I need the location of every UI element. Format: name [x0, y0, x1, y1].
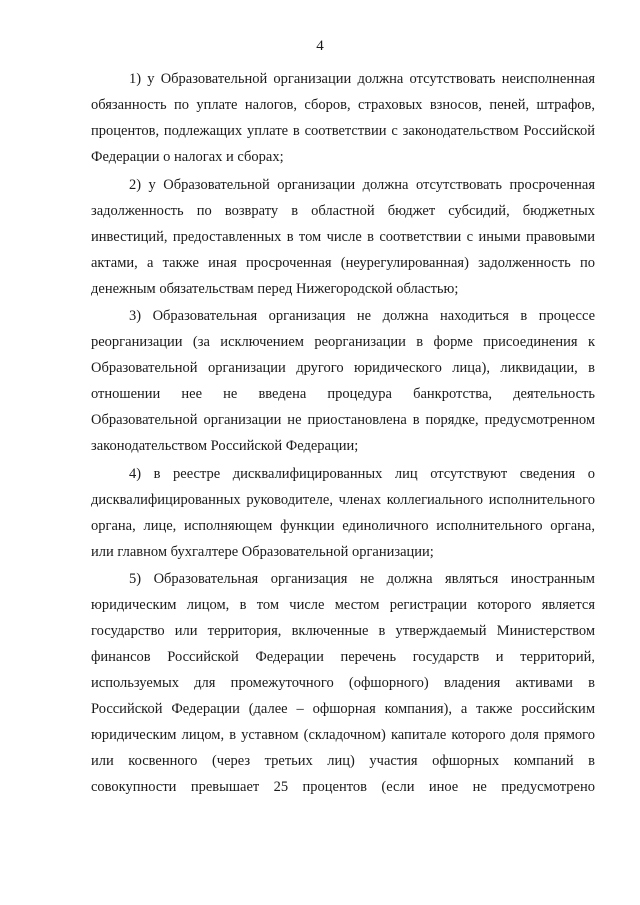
paragraph-item-4: 4) в реестре дисквалифицированных лиц отсутствуют сведения о дисквалифицированных руководителе, членах коллегиального исполнительного органа, лице, исполняющем функции единоличного исполнительного органа, или главном бухгалтере Образовательной организации; [91, 465, 595, 560]
paragraph-item-5: 5) Образовательная организация не должна являться иностранным юридическим лицом, в том числе местом регистрации которого является государство или территория, включенные в утверждаемый Министерством финансов Российской Федерации перечень государств и территорий, используемых для промежуточного (офшорного) владения активами в Российской Федерации (далее – офшорная компания), а также российским юридическим лицом, в уставном (складочном) капитале которого доля прямого или косвенного (через третьих лиц) участия офшорных компаний в совокупности превышает 25 процентов (если иное не предусмотрено [91, 571, 595, 795]
paragraph-item-2: 2) у Образовательной организации должна отсутствовать просроченная задолженность по возврату в областной бюджет субсидий, бюджетных инвестиций, предоставленных в том числе в соответствии с иными правовыми актами, а также иная просроченная (неурегулированная) задолженность по денежным обязательствам перед Нижегородской областью; [91, 176, 595, 297]
paragraph-item-3: 3) Образовательная организация не должна находиться в процессе реорганизации (за исключением реорганизации в форме присоединения к Образовательной организации другого юридического лица), ликвидации, в отношении нее не введена процедура банкротства, деятельность Образовательной организации не приостановлена в порядке, предусмотренном законодательством Российской Федерации; [91, 308, 595, 454]
page-number: 4 [316, 38, 324, 54]
document-body [91, 66, 595, 802]
paragraph-item-1: 1) у Образовательной организации должна отсутствовать неисполненная обязанность по уплате налогов, сборов, страховых взносов, пеней, штрафов, процентов, подлежащих уплате в соответствии с законодательством Российской Федерации о налогах и сборах; [91, 71, 595, 165]
